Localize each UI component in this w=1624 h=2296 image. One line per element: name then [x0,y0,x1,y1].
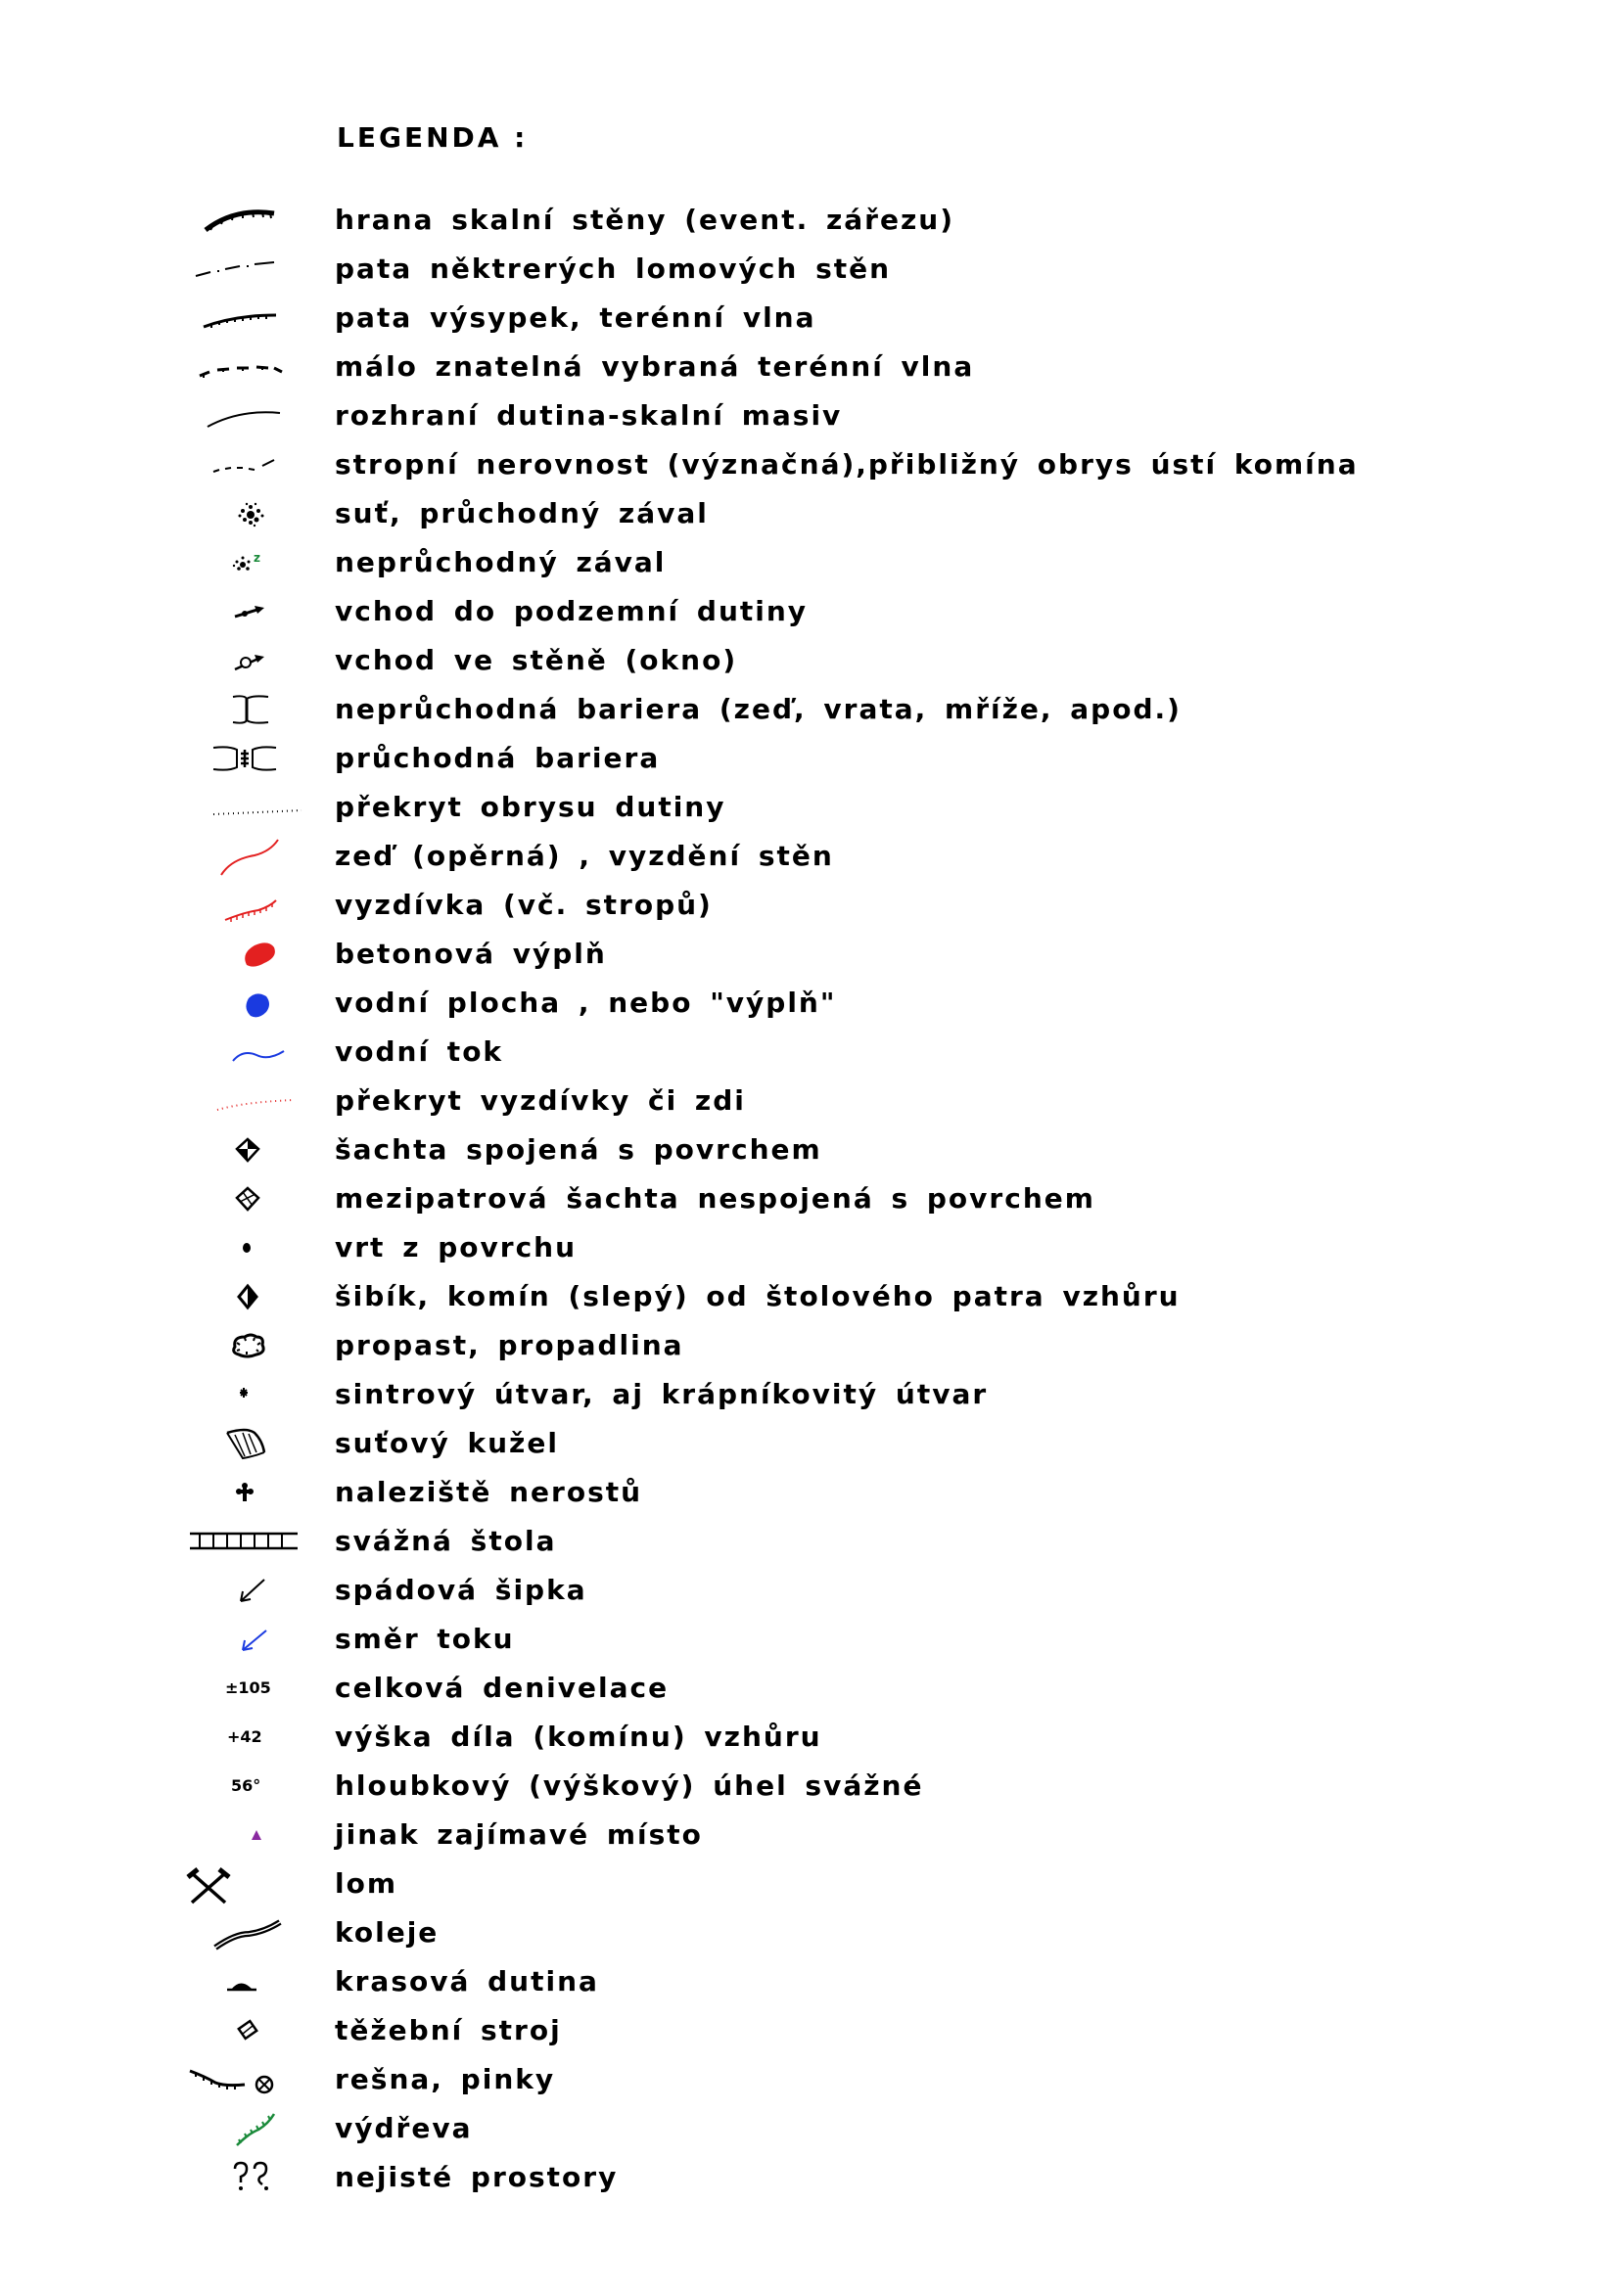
list-item-label: těžební stroj [335,2014,562,2046]
list-item [0,1370,1624,1419]
mineral-site-icon [186,1468,313,1517]
list-item [0,294,1624,343]
angle-icon [186,1762,313,1811]
list-item [0,1077,1624,1125]
scree-icon [186,489,313,538]
list-item-label: vodní tok [335,1035,504,1068]
list-item [0,832,1624,881]
list-item-label: zeď (opěrná) , vyzdění stěn [335,840,834,872]
list-item-label: lom [335,1867,398,1900]
list-item-label: hloubkový (výškový) úhel svážné [335,1769,924,1802]
list-item [0,1272,1624,1321]
karst-cavity-icon [186,1957,313,2006]
impassable-barrier-icon [186,685,313,734]
list-item [0,2055,1624,2104]
winze-icon [186,1272,313,1321]
list-item-label: hrana skalní stěny (event. zářezu) [335,204,954,236]
list-item-label: mezipatrová šachta nespojená s povrchem [335,1182,1095,1215]
list-item-label: vchod ve stěně (okno) [335,644,738,676]
list-item-label: směr toku [335,1623,515,1655]
svg-text:z: z [254,551,260,565]
list-item [0,1223,1624,1272]
list-item-label: vchod do podzemní dutiny [335,595,809,627]
list-item-label: betonová výplň [335,938,607,970]
list-item [0,489,1624,538]
lining-icon [186,881,313,930]
list-item [0,636,1624,685]
flow-arrow-icon [186,1615,313,1664]
list-item-label: průchodná bariera [335,742,661,774]
scree-cone-icon [186,1419,313,1468]
list-item [0,1125,1624,1174]
list-item-label: naleziště nerostů [335,1476,643,1508]
entrance-arrow-icon [186,587,313,636]
list-item-label: překryt vyzdívky či zdi [335,1084,746,1117]
retaining-wall-icon [186,832,313,881]
list-item-label: neprůchodná bariera (zeď, vrata, mříže, apod.) [335,693,1182,725]
height-icon [186,1713,313,1762]
list-item [0,391,1624,440]
legend-title: LEGENDA : [337,121,529,154]
uncertain-spaces-icon [186,2153,313,2202]
list-item [0,1419,1624,1468]
list-item-label: pata výsypek, terénní vlna [335,301,816,334]
list-item [0,2153,1624,2202]
lining-overlap-icon [186,1077,313,1125]
denivelation-icon [186,1664,313,1713]
list-item [0,1664,1624,1713]
slope-arrow-icon [186,1566,313,1615]
ceiling-outline-icon [186,440,313,489]
list-item [0,1762,1624,1811]
list-item [0,1468,1624,1517]
list-item [0,2104,1624,2153]
list-item [0,196,1624,245]
borehole-icon [186,1223,313,1272]
list-item [0,1957,1624,2006]
overlap-outline-icon [186,783,313,832]
list-item [0,979,1624,1028]
list-item [0,1566,1624,1615]
internal-shaft-icon [186,1174,313,1223]
list-item [0,734,1624,783]
faint-wave-icon [186,343,313,391]
list-item-label: výška díla (komínu) vzhůru [335,1721,822,1753]
list-item [0,1908,1624,1957]
water-surface-icon [186,979,313,1028]
rails-icon [186,1908,313,1957]
dump-foot-icon [186,294,313,343]
list-item-label: suťový kužel [335,1427,559,1459]
sinter-icon [186,1370,313,1419]
svg-text:±105: ±105 [225,1678,271,1697]
list-item [0,2006,1624,2055]
list-item-label: pata něktrerých lomových stěn [335,253,892,285]
passable-barrier-icon [186,734,313,783]
wall-edge-icon [186,196,313,245]
list-item-label: šibík, komín (slepý) od štolového patra vzhůru [335,1280,1181,1312]
shaft-surface-icon [186,1125,313,1174]
list-item-label: propast, propadlina [335,1329,684,1361]
pits-icon [186,2055,313,2104]
list-item-label: nejisté prostory [335,2161,619,2193]
sinkhole-icon [186,1321,313,1370]
list-item [0,930,1624,979]
boundary-line-icon [186,391,313,440]
list-item-label: rešna, pinky [335,2063,556,2095]
quarry-wall-foot-icon [186,245,313,294]
list-item [0,1517,1624,1566]
list-item [0,1860,1624,1908]
list-item [0,1321,1624,1370]
list-item-label: spádová šipka [335,1574,587,1606]
list-item-label: vyzdívka (vč. stropů) [335,889,713,921]
list-item-label: suť, průchodný zával [335,497,709,529]
list-item [0,587,1624,636]
list-item-label: jinak zajímavé místo [335,1818,703,1851]
list-item-label: vrt z povrchu [335,1231,578,1263]
list-item-label: málo znatelná vybraná terénní vlna [335,350,975,383]
svg-text:56°: 56° [231,1776,261,1795]
svg-text:+42: +42 [227,1727,262,1746]
mining-machine-icon [186,2006,313,2055]
list-item-label: vodní plocha , nebo "výplň" [335,987,837,1019]
list-item [0,881,1624,930]
list-item [0,1174,1624,1223]
quarry-icon [186,1860,313,1908]
list-item-label: koleje [335,1916,440,1949]
list-item-label: neprůchodný zával [335,546,667,578]
list-item [0,1811,1624,1860]
timbering-icon [186,2104,313,2153]
list-item [0,538,1624,587]
impassable-collapse-icon [186,538,313,587]
list-item-label: sintrový útvar, aj krápníkovitý útvar [335,1378,989,1410]
list-item [0,440,1624,489]
list-item [0,1713,1624,1762]
list-item-label: šachta spojená s povrchem [335,1133,822,1166]
list-item-label: výdřeva [335,2112,473,2144]
list-item [0,1615,1624,1664]
inclined-adit-icon [186,1517,313,1566]
list-item [0,245,1624,294]
list-item [0,685,1624,734]
list-item-label: překryt obrysu dutiny [335,791,726,823]
list-item-label: krasová dutina [335,1965,599,1998]
list-item-label: rozhraní dutina-skalní masiv [335,399,843,432]
list-item-label: svážná štola [335,1525,557,1557]
list-item [0,343,1624,391]
list-item [0,783,1624,832]
list-item [0,1028,1624,1077]
water-stream-icon [186,1028,313,1077]
wall-entrance-icon [186,636,313,685]
concrete-fill-icon [186,930,313,979]
list-item-label: stropní nerovnost (význačná),přibližný obrys ústí komína [335,448,1359,481]
list-item-label: celková denivelace [335,1672,670,1704]
interesting-place-icon [186,1811,313,1860]
